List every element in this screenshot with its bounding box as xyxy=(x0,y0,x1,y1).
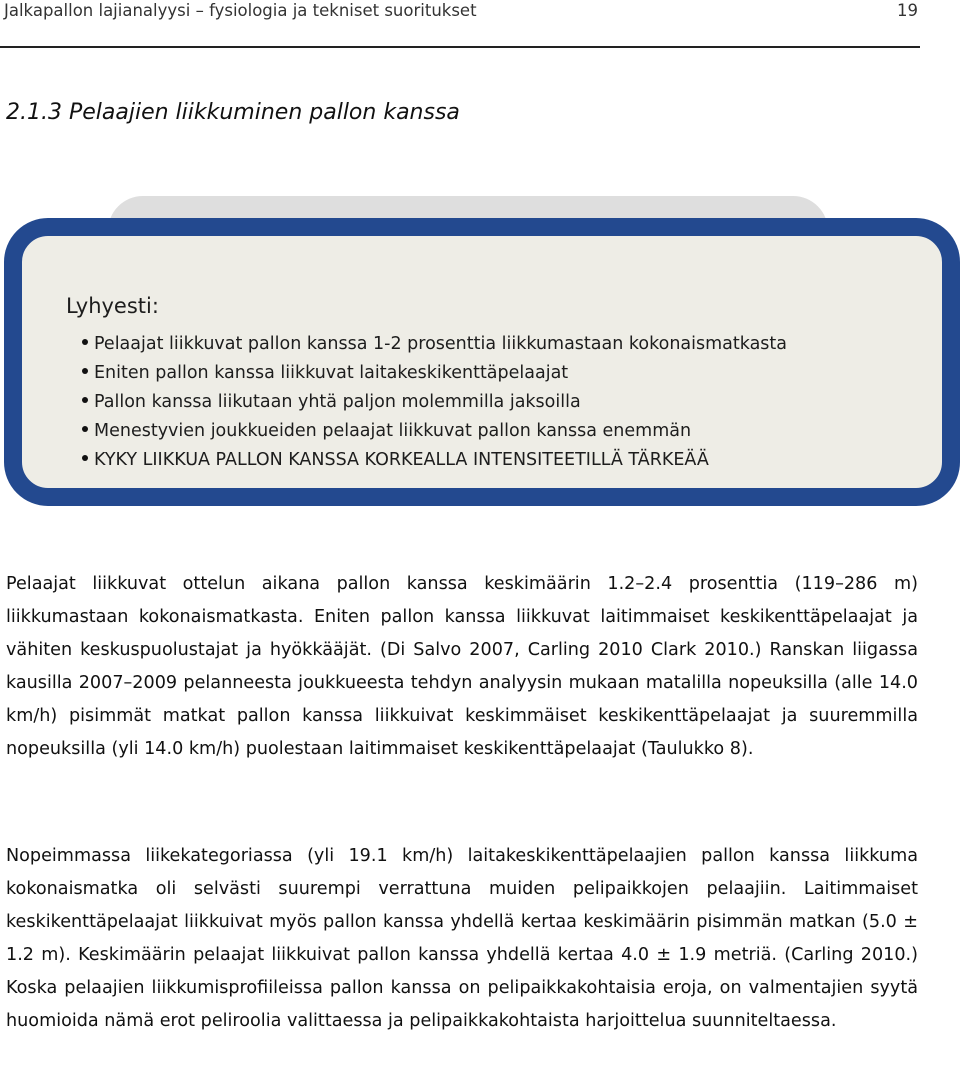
summary-item-text: Pallon kanssa liikutaan yhtä paljon molemmilla jaksoilla xyxy=(94,392,581,412)
page-header xyxy=(0,0,920,40)
summary-title: Lyhyesti: xyxy=(66,294,159,318)
summary-item xyxy=(82,359,787,388)
summary-item-text: Pelaajat liikkuvat pallon kanssa 1-2 prosenttia liikkumastaan kokonaismatkasta xyxy=(94,334,788,354)
header-divider xyxy=(0,46,920,48)
summary-item-text: Eniten pallon kanssa liikkuvat laitakeskikenttäpelaajat xyxy=(94,363,569,383)
bullet-icon xyxy=(82,455,88,461)
header-title: Jalkapallon lajianalyysi – fysiologia ja tekniset suoritukset xyxy=(4,1,477,20)
body-paragraph-1: Pelaajat liikkuvat ottelun aikana pallon kanssa keskimäärin 1.2–2.4 prosenttia (119–286 m) liikkumastaan kokonaismatkasta. Eniten pallon kanssa liikkuvat laitimmaiset keskikenttäpelaajat ja vähiten keskuspuolustajat ja hyökkääjät. (Di Salvo 2007, Carling 2010 Clark 2010.) Ranskan liigassa kausilla 2007–2009 pelanneesta joukkueesta tehdyn analyysin mukaan matalilla nopeuksilla (alle 14.0 km/h) pisimmät matkat pallon kanssa liikkuivat keskimmäiset keskikenttäpelaajat ja suuremmilla nopeuksilla (yli 14.0 km/h) puolestaan laitimmaiset keskikenttäpelaajat (Taulukko 8). xyxy=(6,574,918,759)
bullet-icon xyxy=(82,368,88,374)
summary-item xyxy=(82,388,787,417)
section-heading: 2.1.3 Pelaajien liikkuminen pallon kanssa xyxy=(6,100,460,125)
bullet-icon xyxy=(82,426,88,432)
summary-list xyxy=(82,330,787,475)
summary-item xyxy=(82,330,787,359)
summary-item-text: KYKY LIIKKUA PALLON KANSSA KORKEALLA INTENSITEETILLÄ TÄRKEÄÄ xyxy=(94,450,709,470)
page-number: 19 xyxy=(897,1,918,20)
summary-item xyxy=(82,446,787,475)
summary-item xyxy=(82,417,787,446)
summary-item-text: Menestyvien joukkueiden pelaajat liikkuvat pallon kanssa enemmän xyxy=(94,421,692,441)
body-paragraph-2: Nopeimmassa liikekategoriassa (yli 19.1 km/h) laitakeskikenttäpelaajien pallon kanssa liikkuma kokonaismatka oli selvästi suurempi verrattuna muiden pelipaikkojen pelaajiin. Laitimmaiset keskikenttäpelaajat liikkuivat myös pallon kanssa yhdellä kertaa keskimäärin pisimmän matkan (5.0 ± 1.2 m). Keskimäärin pelaajat liikkuivat pallon kanssa yhdellä kertaa 4.0 ± 1.9 metriä. (Carling 2010.) Koska pelaajien liikkumisprofiileissa pallon kanssa on pelipaikkakohtaisia eroja, on valmentajien syytä huomioida nämä erot peliroolia valittaessa ja pelipaikkakohtaista harjoittelua suunniteltaessa. xyxy=(6,846,918,1031)
bullet-icon xyxy=(82,339,88,345)
bullet-icon xyxy=(82,397,88,403)
summary-box xyxy=(4,218,960,506)
